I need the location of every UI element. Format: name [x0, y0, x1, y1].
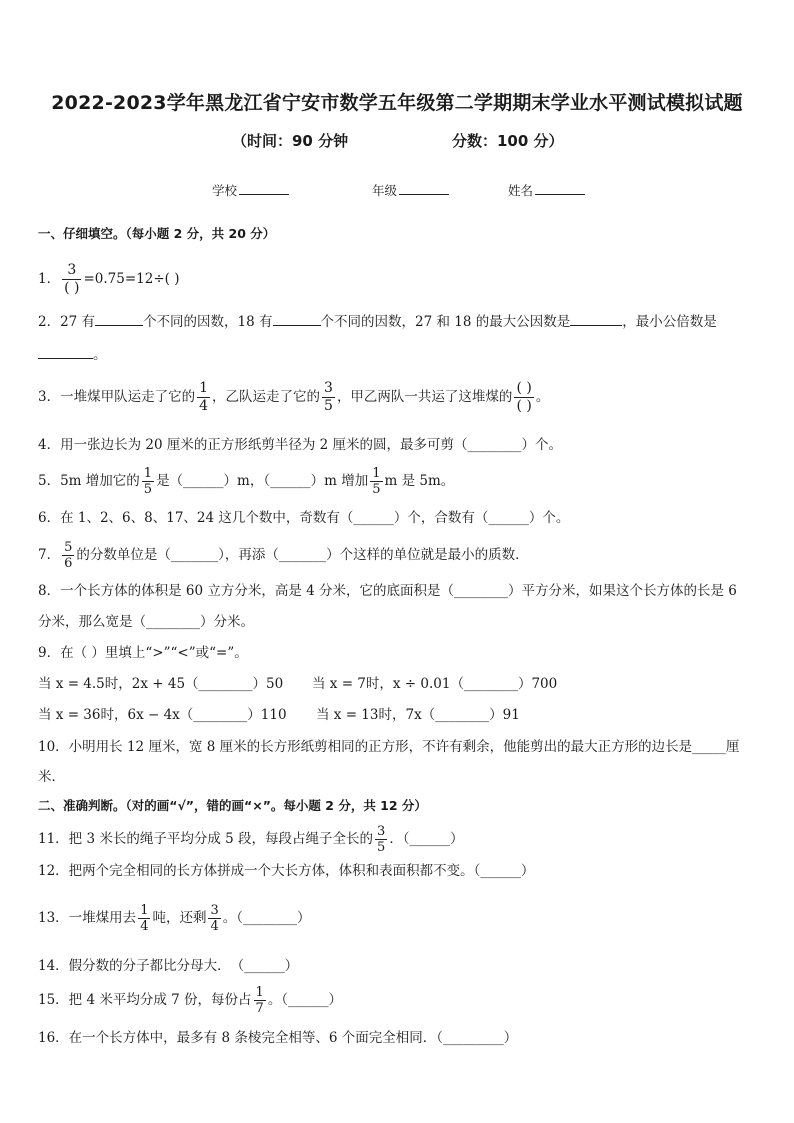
question-10-cont: 米． — [38, 769, 65, 785]
fraction: $\frac{3}{( )}$ — [64, 262, 80, 296]
answer-blank[interactable] — [273, 311, 321, 326]
fraction: $\frac{3}{4}$ — [210, 903, 219, 934]
fraction: $\frac{3}{5}$ — [324, 380, 333, 414]
question-8: 8．一个长方体的体积是 60 立方分米，高是 4 分米，它的底面积是（________）平方分米，如果这个长方体的长是 6 — [38, 583, 737, 599]
question-9b: 当 x = 7时，x ÷ 0.01（________）700 — [312, 676, 558, 692]
question-16: 16．在一个长方体中，最多有 8 条棱完全相等、6 个面完全相同．（_________） — [38, 1030, 518, 1046]
answer-blank[interactable] — [95, 311, 143, 326]
question-8-cont: 分米，那么宽是（________）分米。 — [38, 614, 254, 630]
fraction: $\frac{1}{4}$ — [140, 903, 149, 934]
fraction: $\frac{1}{5}$ — [143, 466, 153, 497]
answer-fraction[interactable]: $\frac{( )}{( )}$ — [516, 380, 532, 414]
name-field[interactable] — [508, 181, 585, 199]
answer-blank[interactable] — [570, 311, 622, 326]
name-label: 姓名 — [508, 183, 534, 198]
school-field[interactable] — [212, 181, 289, 199]
question-12: 12．把两个完全相同的长方体拼成一个大长方体，体积和表面积都不变。（______） — [38, 863, 535, 879]
grade-field[interactable] — [372, 181, 449, 199]
question-9d: 当 x = 13时，7x（________）91 — [316, 707, 520, 723]
grade-label: 年级 — [372, 183, 398, 198]
exam-time: （时间：90 分钟 — [232, 132, 349, 150]
question-4: 4．用一张边长为 20 厘米的正方形纸剪半径为 2 厘米的圆，最多可剪（________）个。 — [38, 437, 563, 453]
question-11: 11．把 3 米长的绳子平均分成 5 段，每段占绳子全长的 $\frac{3}{5}$ ．（______） — [38, 824, 464, 855]
fraction: $\frac{1}{4}$ — [199, 380, 209, 414]
question-6: 6．在 1、2、6、8、17、24 这几个数中，奇数有（______）个，合数有（______）个。 — [38, 510, 570, 526]
question-13: 13．一堆煤用去 $\frac{1}{4}$ 吨，还剩 $\frac{3}{4}$ 。（________） — [38, 903, 311, 934]
fraction: $\frac{5}{6}$ — [64, 540, 73, 571]
question-2: 2．27 有 个不同的因数，18 有 个不同的因数，27 和 18 的最大公因数是 ，最小公倍数是 — [38, 311, 758, 332]
school-blank[interactable] — [239, 182, 289, 195]
question-14: 14．假分数的分子都比分母大． （______） — [38, 958, 299, 974]
exam-title: 2022-2023学年黑龙江省宁安市数学五年级第二学期期末学业水平测试模拟试题 — [51, 92, 743, 114]
section2-heading: 二、准确判断。（对的画“√”，错的画“×”。每小题 2 分，共 12 分） — [38, 798, 427, 813]
question-9c: 当 x = 36时，6x − 4x（________）110 — [38, 707, 287, 723]
fraction: $\frac{1}{7}$ — [255, 985, 264, 1016]
question-1: 1． $\frac{3}{( )}$ =0.75=12÷( ) — [38, 262, 180, 296]
grade-blank[interactable] — [399, 182, 449, 195]
exam-score: 分数：100 分） — [452, 132, 564, 150]
question-2-cont: 。 — [38, 344, 758, 365]
question-3: 3．一堆煤甲队运走了它的 $\frac{1}{4}$ ，乙队运走了它的 $\frac{3}{5}$ ，甲乙两队一共运了这堆煤的 $\frac{( )}{( )}$ 。 — [38, 380, 550, 414]
name-blank[interactable] — [535, 182, 585, 195]
question-15: 15．把 4 米平均分成 7 份，每份占 $\frac{1}{7}$ 。（______） — [38, 985, 343, 1016]
fraction: $\frac{1}{5}$ — [372, 466, 381, 497]
question-10: 10．小明用长 12 厘米，宽 8 厘米的长方形纸剪相同的正方形，不许有剩余，他能剪出的最大正方形的边长是_____厘 — [38, 739, 740, 755]
question-5: 5．5m 增加它的 $\frac{1}{5}$ 是（______）m，（______）m 增加 $\frac{1}{5}$ m 是 5m。 — [38, 466, 455, 497]
school-label: 学校 — [212, 183, 238, 198]
question-7: 7． $\frac{5}{6}$ 的分数单位是（_______），再添（_______）个这样的单位就是最小的质数． — [38, 540, 529, 571]
answer-blank[interactable] — [38, 344, 93, 359]
fraction: $\frac{3}{5}$ — [377, 824, 386, 855]
section1-heading: 一、仔细填空。（每小题 2 分，共 20 分） — [38, 226, 276, 241]
question-9: 9．在（ ）里填上“>”“<”或“=”。 — [38, 645, 248, 661]
question-9a: 当 x = 4.5时，2x + 45（________）50 — [38, 676, 284, 692]
